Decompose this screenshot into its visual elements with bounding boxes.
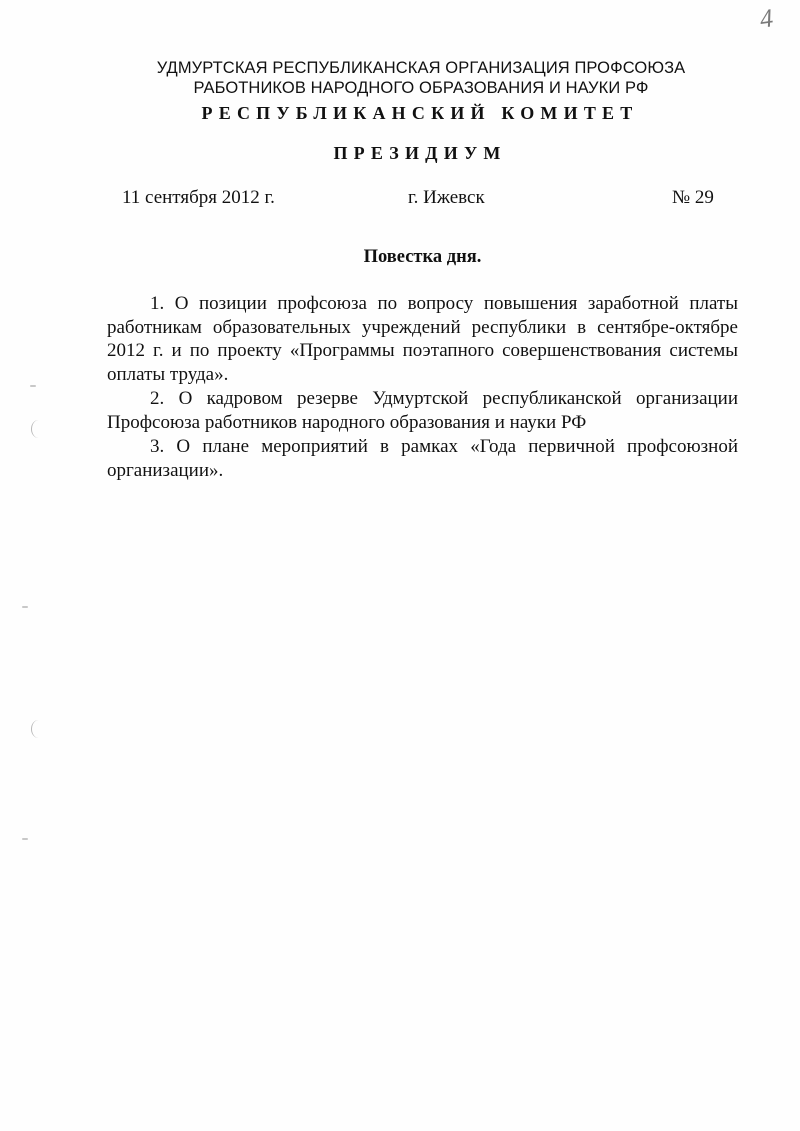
organization-name-line-2: РАБОТНИКОВ НАРОДНОГО ОБРАЗОВАНИЯ И НАУКИ РФ [193, 79, 649, 97]
presidium-heading: ПРЕЗИДИУМ [333, 143, 507, 163]
document-number: № 29 [672, 187, 714, 208]
scan-speck [30, 385, 36, 387]
document-city: г. Ижевск [408, 187, 485, 208]
punch-hole-mark [31, 720, 46, 738]
handwritten-page-number: 4 [757, 3, 775, 34]
agenda-title: Повестка дня. [363, 247, 482, 267]
committee-heading: РЕСПУБЛИКАНСКИЙ КОМИТЕТ [201, 103, 639, 123]
agenda-item: 3. О плане мероприятий в рамках «Года первичной профсоюзной организации». [107, 436, 738, 481]
agenda-item: 1. О позиции профсоюза по вопросу повышения заработной платы работникам образовательных учреждений республики в сентябре-октябре 2012 г. и по проекту «Программы поэтапного совершенствования системы оплаты труда». [107, 293, 738, 385]
scan-speck [22, 838, 28, 840]
agenda-list [107, 292, 738, 483]
document-date: 11 сентября 2012 г. [122, 187, 275, 208]
agenda-item: 2. О кадровом резерве Удмуртской республиканской организации Профсоюза работников народного образования и науки РФ [107, 388, 738, 433]
punch-hole-mark [31, 420, 46, 438]
organization-name-line-1: УДМУРТСКАЯ РЕСПУБЛИКАНСКАЯ ОРГАНИЗАЦИЯ ПРОФСОЮЗА [156, 59, 686, 77]
scan-speck [22, 606, 28, 608]
